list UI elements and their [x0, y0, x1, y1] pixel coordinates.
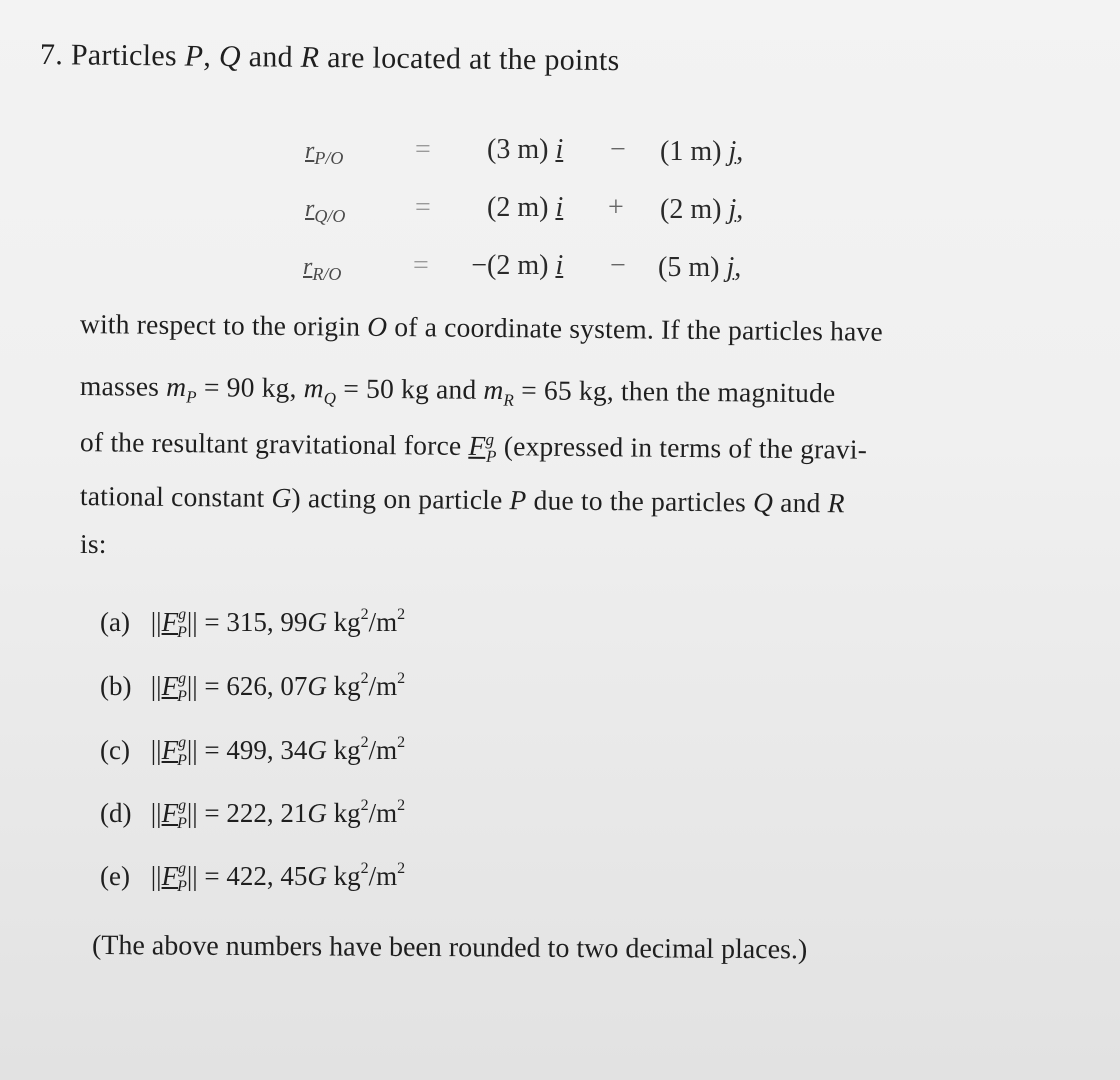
equals-sign: = — [413, 250, 429, 281]
operator: + — [608, 192, 624, 223]
rounding-footnote: (The above numbers have been rounded to two decimal places.) — [91, 930, 808, 966]
option-value: 626, 07 — [226, 671, 308, 701]
j-component: (2 m) j, — [660, 194, 744, 225]
operator: − — [610, 134, 626, 165]
option-value: 422, 45 — [226, 861, 308, 891]
i-component: (2 m) i — [487, 250, 564, 281]
position-vector-r: $r_{R/O}$ — [303, 254, 342, 284]
body-line-4: tational constant G) acting on particle P due to the particles Q and R — [79, 480, 845, 519]
intro-var-q: Q — [218, 39, 242, 74]
body-line-2: masses $m_P = 90$ kg, $m_Q = 50$ kg and $m_R = 65$ kg, then the magnitude — [79, 370, 836, 410]
option-label: (b) — [100, 671, 132, 701]
option-a: (a) $||F^g_P|| = 315$, 99G $kg^2/m^2$ — [100, 606, 406, 641]
intro-var-p: P — [184, 39, 204, 73]
body-line-5: is: — [80, 528, 107, 559]
option-value: 222, 21 — [226, 798, 308, 828]
j-component: (1 m) j, — [660, 136, 744, 167]
intro-text-3: and — [240, 40, 301, 74]
equals-sign: = — [415, 134, 431, 165]
equals-sign: = — [415, 192, 431, 223]
option-e: (e) $||F^g_P|| = 422$, 45G $kg^2/m^2$ — [100, 860, 406, 895]
equation-row-r — [0, 246, 1120, 286]
option-value: 315, 99 — [226, 607, 308, 637]
intro-text-4: are located at the points — [319, 40, 620, 78]
position-vector-p: $r_{P/O}$ — [305, 138, 344, 168]
equation-row-p — [0, 134, 1120, 174]
option-c: (c) $||F^g_P|| = 499$, 34G $kg^2/m^2$ — [100, 734, 406, 769]
intro-var-r: R — [300, 40, 320, 74]
operator: − — [610, 250, 626, 281]
question-number: 7. — [39, 38, 64, 72]
option-d: (d) $||F^g_P|| = 222$, 21G $kg^2/m^2$ — [100, 797, 406, 832]
i-component: (3 m) i — [487, 134, 564, 165]
question-intro — [40, 38, 620, 78]
intro-text-1: Particles — [70, 38, 185, 73]
option-label: (c) — [100, 735, 130, 765]
equation-row-q — [0, 190, 1120, 230]
position-vector-q: $r_{Q/O}$ — [305, 196, 346, 226]
option-b: (b) $||F^g_P|| = 626$, 07G $kg^2/m^2$ — [100, 670, 406, 705]
option-label: (a) — [100, 607, 130, 637]
option-value: 499, 34 — [226, 735, 308, 765]
i-component: (2 m) i — [487, 192, 564, 223]
intro-text-2: , — [203, 39, 220, 73]
j-component: (5 m) j, — [658, 252, 742, 283]
body-line-3: of the resultant gravitational force $F^g_P$ (expressed in terms of the gravi- — [79, 426, 868, 466]
option-label: (e) — [100, 861, 130, 891]
sign-term: − — [471, 250, 487, 281]
option-label: (d) — [100, 798, 132, 828]
body-line-1: with respect to the origin O of a coordinate system. If the particles have — [79, 308, 884, 347]
